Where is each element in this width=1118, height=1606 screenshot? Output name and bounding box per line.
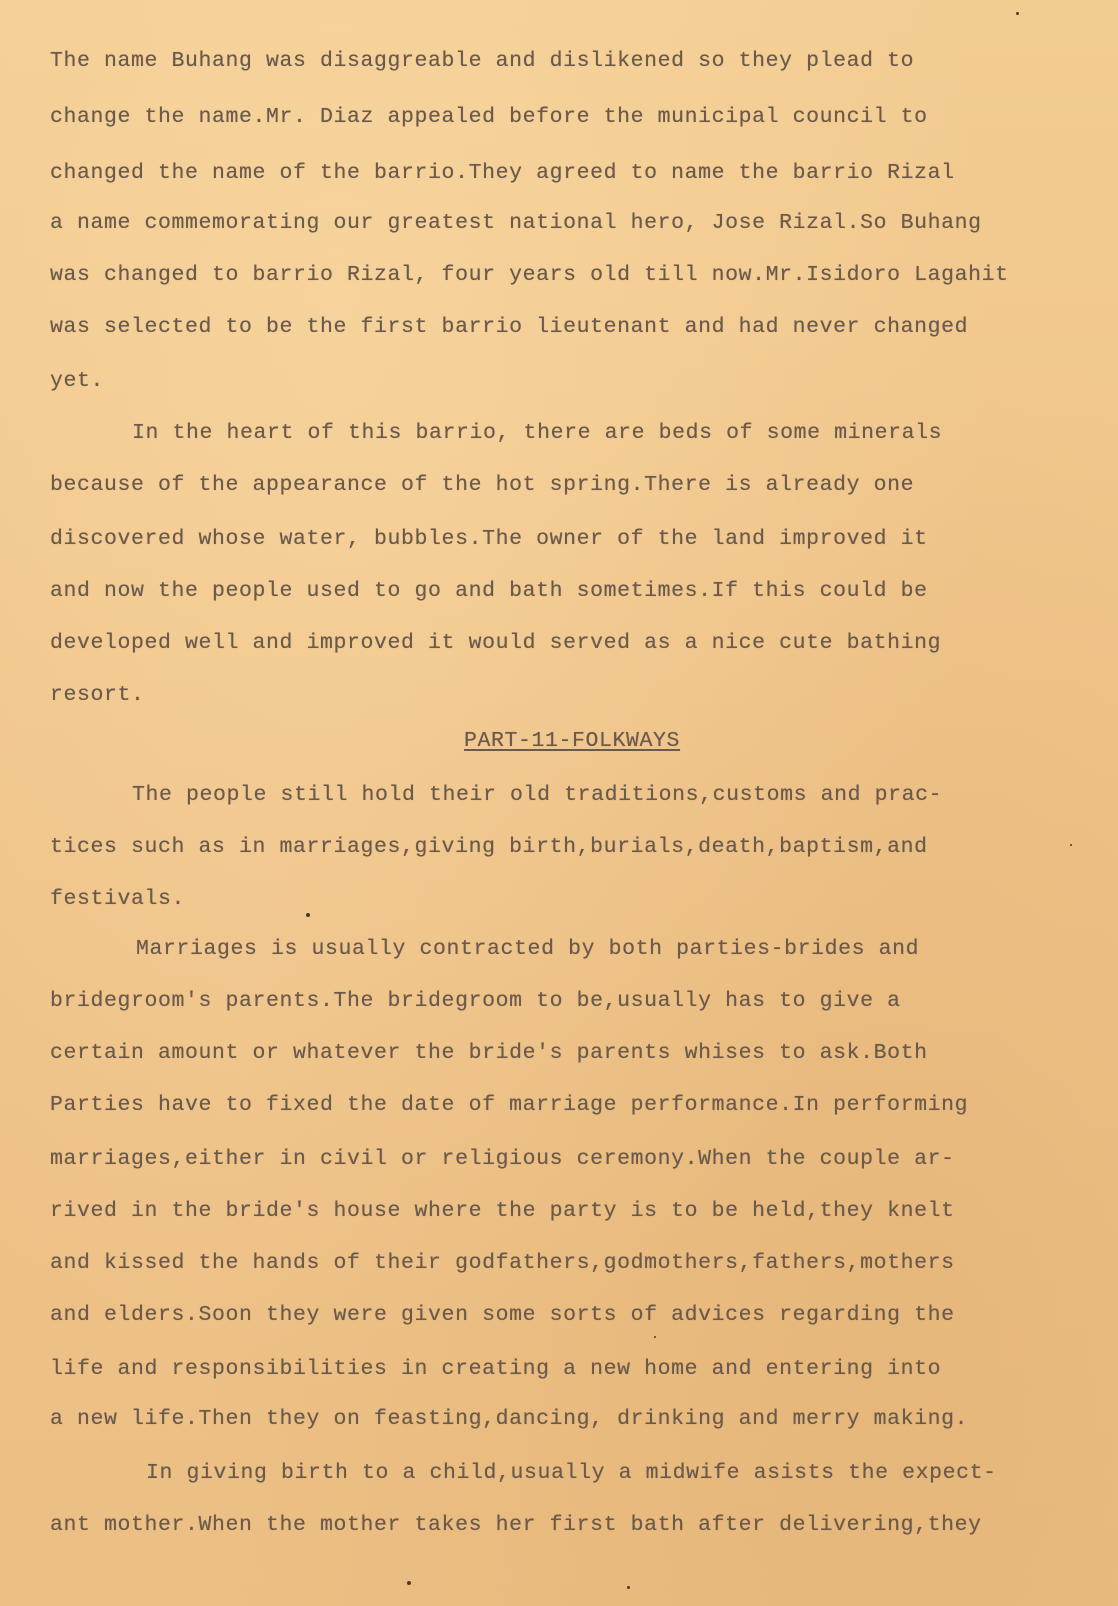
paper-speck xyxy=(1070,844,1072,846)
text-line: In the heart of this barrio, there are beds of some minerals xyxy=(132,421,943,445)
text-line: life and responsibilities in creating a new home and entering into xyxy=(50,1357,942,1381)
text-line: changed the name of the barrio.They agreed to name the barrio Rizal xyxy=(50,161,955,185)
text-line: ant mother.When the mother takes her first bath after delivering,they xyxy=(50,1513,982,1537)
text-line: and kissed the hands of their godfathers,godmothers,fathers,mothers xyxy=(50,1251,955,1275)
text-line: yet. xyxy=(50,369,105,393)
text-line: was selected to be the first barrio lieutenant and had never changed xyxy=(50,315,969,339)
text-line: Marriages is usually contracted by both parties-brides and xyxy=(136,937,920,961)
text-line: because of the appearance of the hot spring.There is already one xyxy=(50,473,915,497)
text-line: change the name.Mr. Diaz appealed before the municipal council to xyxy=(50,105,928,129)
text-line: was changed to barrio Rizal, four years old till now.Mr.Isidoro Lagahit xyxy=(50,263,1009,287)
text-line: and elders.Soon they were given some sorts of advices regarding the xyxy=(50,1303,955,1327)
text-line: a name commemorating our greatest national hero, Jose Rizal.So Buhang xyxy=(50,211,982,235)
text-line: marriages,either in civil or religious ceremony.When the couple ar- xyxy=(50,1147,955,1171)
text-line: In giving birth to a child,usually a midwife asists the expect- xyxy=(146,1461,997,1485)
text-line: a new life.Then they on feasting,dancing, drinking and merry making. xyxy=(50,1407,969,1431)
text-line: developed well and improved it would served as a nice cute bathing xyxy=(50,631,942,655)
paper-speck xyxy=(407,1581,411,1585)
text-line: discovered whose water, bubbles.The owner of the land improved it xyxy=(50,527,928,551)
text-line: Parties have to fixed the date of marriage performance.In performing xyxy=(50,1093,969,1117)
paper-speck xyxy=(306,913,310,917)
text-line: and now the people used to go and bath sometimes.If this could be xyxy=(50,579,928,603)
paper-speck xyxy=(654,1336,656,1338)
text-line: tices such as in marriages,giving birth,burials,death,baptism,and xyxy=(50,835,928,859)
text-line: The people still hold their old traditions,customs and prac- xyxy=(132,783,943,807)
text-line: bridegroom's parents.The bridegroom to be,usually has to give a xyxy=(50,989,901,1013)
text-line: resort. xyxy=(50,683,145,707)
section-heading: PART-11-FOLKWAYS xyxy=(464,729,681,753)
paper-speck xyxy=(1016,12,1019,15)
text-line: rived in the bride's house where the party is to be held,they knelt xyxy=(50,1199,955,1223)
text-line: certain amount or whatever the bride's parents whises to ask.Both xyxy=(50,1041,928,1065)
text-line: festivals. xyxy=(50,887,186,911)
paper-speck xyxy=(627,1586,630,1589)
text-line: The name Buhang was disaggreable and dislikened so they plead to xyxy=(50,49,915,73)
